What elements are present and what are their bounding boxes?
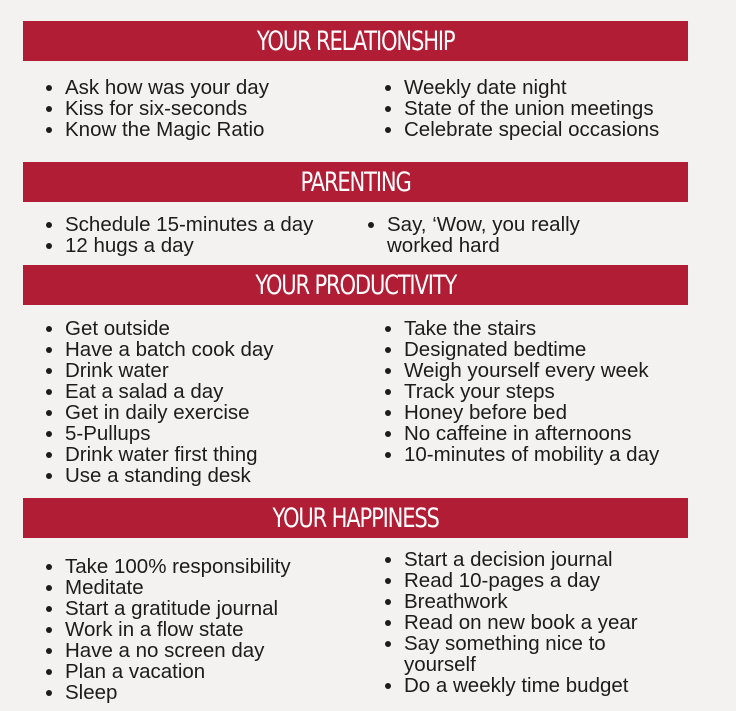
list-item: Kiss for six-seconds (42, 98, 269, 119)
list-item: Celebrate special occasions (381, 119, 659, 140)
productivity-list-right (381, 318, 659, 465)
list-item: Weigh yourself every week (381, 360, 659, 381)
list-item: Track your steps (381, 381, 659, 402)
list-item: Read 10-pages a day (381, 570, 638, 591)
parenting-list-right (364, 214, 580, 256)
list-item-continuation: worked hard (387, 234, 500, 257)
list-item: Start a gratitude journal (42, 598, 291, 619)
list-item: No caffeine in afternoons (381, 423, 659, 444)
parenting-list-left (42, 214, 313, 256)
list-item: Weekly date night (381, 77, 659, 98)
section-banner-relationship (23, 21, 688, 61)
list-item: Get in daily exercise (42, 402, 274, 423)
list-item: 5-Pullups (42, 423, 274, 444)
list-item: Honey before bed (381, 402, 659, 423)
section-banner-happiness (23, 498, 688, 538)
section-title: PARENTING (300, 166, 411, 198)
list-item: Do a weekly time budget (381, 675, 638, 696)
list-item: Plan a vacation (42, 661, 291, 682)
list-item: Say something nice to (381, 633, 638, 654)
section-banner-productivity (23, 265, 688, 305)
relationship-list-right (381, 77, 659, 140)
section-banner-parenting (23, 162, 688, 202)
list-item: Drink water first thing (42, 444, 274, 465)
productivity-list-left (42, 318, 274, 486)
list-item: Use a standing desk (42, 465, 274, 486)
section-title: YOUR HAPPINESS (272, 502, 439, 534)
list-item: State of the union meetings (381, 98, 659, 119)
list-item: Have a no screen day (42, 640, 291, 661)
relationship-list-left (42, 77, 269, 140)
list-item: Ask how was your day (42, 77, 269, 98)
list-item: Take the stairs (381, 318, 659, 339)
list-item: Start a decision journal (381, 549, 638, 570)
section-title: YOUR RELATIONSHIP (256, 25, 455, 57)
list-item: Say, ‘Wow, you really (364, 214, 580, 235)
list-item: Take 100% responsibility (42, 556, 291, 577)
list-item-continuation: yourself (404, 653, 476, 676)
list-item: Eat a salad a day (42, 381, 274, 402)
list-item: Drink water (42, 360, 274, 381)
list-item: Know the Magic Ratio (42, 119, 269, 140)
list-item: Meditate (42, 577, 291, 598)
section-title: YOUR PRODUCTIVITY (255, 269, 456, 301)
list-item: 10-minutes of mobility a day (381, 444, 659, 465)
list-item: Have a batch cook day (42, 339, 274, 360)
list-item: Read on new book a year (381, 612, 638, 633)
list-item: 12 hugs a day (42, 235, 313, 256)
list-item: Get outside (42, 318, 274, 339)
happiness-list-right (381, 549, 638, 696)
list-item: Breathwork (381, 591, 638, 612)
list-item: Designated bedtime (381, 339, 659, 360)
list-item: Schedule 15-minutes a day (42, 214, 313, 235)
happiness-list-left (42, 556, 291, 703)
list-item: Work in a flow state (42, 619, 291, 640)
list-item: Sleep (42, 682, 291, 703)
